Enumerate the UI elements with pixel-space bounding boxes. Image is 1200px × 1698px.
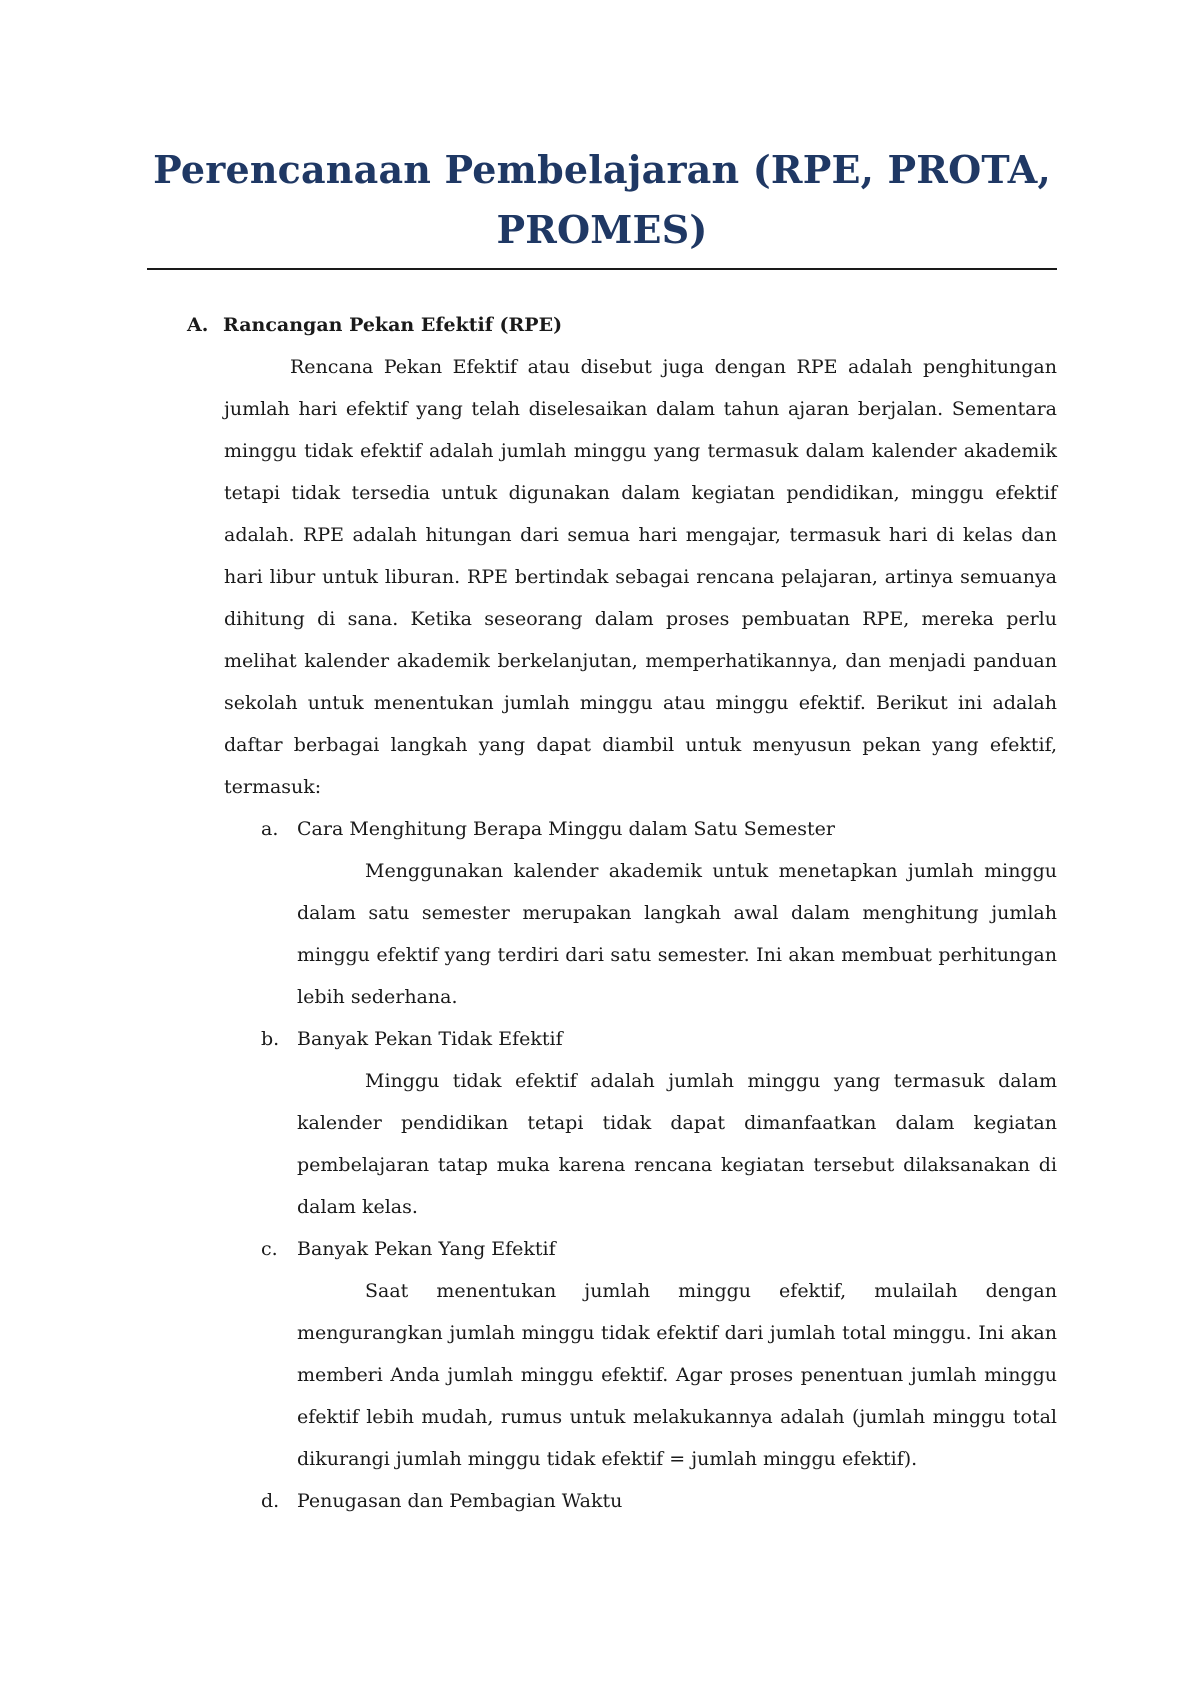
list-item-a [147, 808, 1057, 850]
list-item-heading: Penugasan dan Pembagian Waktu [297, 1490, 623, 1512]
document-title: Perencanaan Pembelajaran (RPE, PROTA, PROMES) [153, 147, 1051, 252]
section-paragraph: Rencana Pekan Efektif atau disebut juga dengan RPE adalah penghitungan jumlah hari efektif yang telah diselesaikan dalam tahun ajaran berjalan. Sementara minggu tidak efektif adalah jumlah minggu yang termasuk dalam kalender akademik tetapi tidak tersedia untuk digunakan dalam kegiatan pendidikan, minggu efektif adalah. RPE adalah hitungan dari semua hari mengajar, termasuk hari di kelas dan hari libur untuk liburan. RPE bertindak sebagai rencana pelajaran, artinya semuanya dihitung di sana. Ketika seseorang dalam proses pembuatan RPE, mereka perlu melihat kalender akademik berkelanjutan, memperhatikannya, dan menjadi panduan sekolah untuk menentukan jumlah minggu atau minggu efektif. Berikut ini adalah daftar berbagai langkah yang dapat diambil untuk menyusun pekan yang efektif, termasuk: [224, 356, 1057, 798]
list-item-paragraph: Minggu tidak efektif adalah jumlah minggu yang termasuk dalam kalender pendidikan tetapi tidak dapat dimanfaatkan dalam kegiatan pembelajaran tatap muka karena rencana kegiatan tersebut dilaksanakan di dalam kelas. [297, 1070, 1057, 1218]
section-heading [147, 304, 1057, 346]
list-item-heading: Cara Menghitung Berapa Minggu dalam Satu Semester [297, 818, 835, 840]
list-item-paragraph: Menggunakan kalender akademik untuk menetapkan jumlah minggu dalam satu semester merupakan langkah awal dalam menghitung jumlah minggu efektif yang terdiri dari satu semester. Ini akan membuat perhitungan lebih sederhana. [297, 860, 1057, 1008]
title-divider [147, 268, 1057, 270]
list-marker: b. [261, 1028, 280, 1050]
section-heading-text: Rancangan Pekan Efektif (RPE) [223, 314, 563, 336]
list-item-paragraph: Saat menentukan jumlah minggu efektif, mulailah dengan mengurangkan jumlah minggu tidak efektif dari jumlah total minggu. Ini akan memberi Anda jumlah minggu efektif. Agar proses penentuan jumlah minggu efektif lebih mudah, rumus untuk melakukannya adalah (jumlah minggu total dikurangi jumlah minggu tidak efektif = jumlah minggu efektif). [297, 1280, 1057, 1470]
list-item-heading: Banyak Pekan Tidak Efektif [297, 1028, 563, 1050]
section-a [147, 304, 1057, 1522]
list-item-c [147, 1228, 1057, 1270]
list-item-heading: Banyak Pekan Yang Efektif [297, 1238, 556, 1260]
list-item-d [147, 1480, 1057, 1522]
list-marker: d. [261, 1490, 280, 1512]
section-marker: A. [187, 314, 209, 336]
list-marker: a. [261, 818, 279, 840]
list-item-b [147, 1018, 1057, 1060]
list-marker: c. [261, 1238, 278, 1260]
